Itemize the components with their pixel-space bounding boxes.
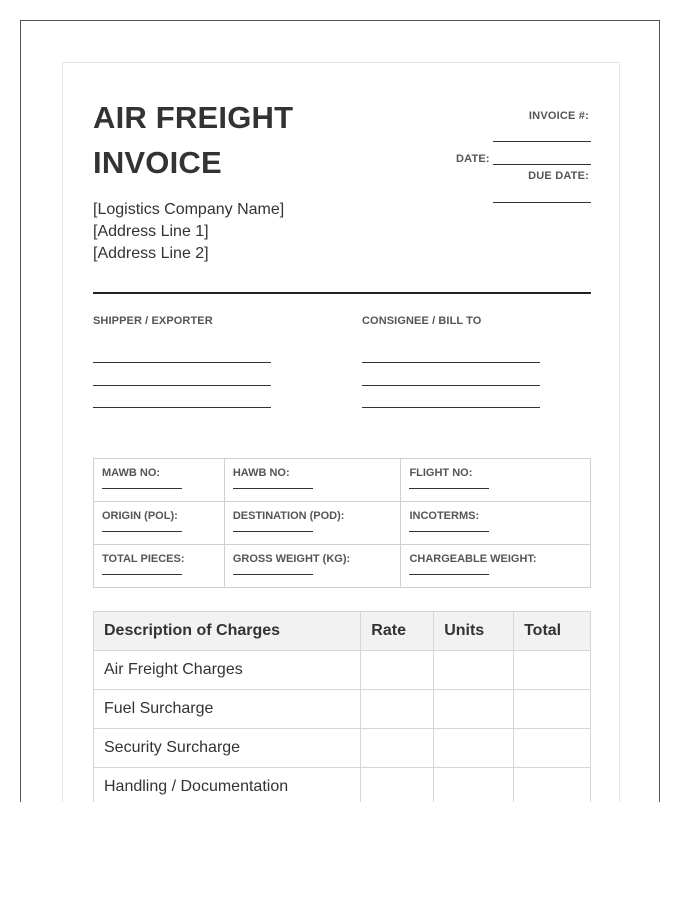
incoterms-field[interactable] — [409, 531, 489, 532]
destination-label: DESTINATION (POD): — [232, 510, 345, 522]
table-row — [94, 729, 591, 768]
consignee-line-3[interactable] — [362, 407, 540, 408]
hawb-label: HAWB NO: — [232, 467, 290, 479]
shipment-details-table — [93, 458, 591, 588]
origin-label: ORIGIN (POL): — [102, 510, 178, 522]
total-pieces-label: TOTAL PIECES: — [102, 553, 185, 565]
shipper-line-3[interactable] — [93, 407, 271, 408]
destination-field[interactable] — [233, 531, 313, 532]
due-date-label: DUE DATE: — [528, 170, 589, 182]
mawb-field[interactable] — [102, 488, 182, 489]
company-block — [93, 199, 284, 265]
charge-description: Fuel Surcharge — [94, 690, 361, 729]
gross-weight-cell — [224, 545, 401, 588]
hawb-field[interactable] — [233, 488, 313, 489]
shipment-row — [94, 545, 591, 588]
shipment-row — [94, 502, 591, 545]
charge-units[interactable] — [434, 651, 514, 690]
mawb-label: MAWB NO: — [102, 467, 161, 479]
charge-rate[interactable] — [361, 651, 434, 690]
invoice-number-label: INVOICE #: — [528, 110, 589, 122]
invoice-number-field[interactable] — [493, 141, 591, 142]
chargeable-weight-field[interactable] — [409, 574, 489, 575]
invoice-title — [93, 95, 293, 185]
origin-field[interactable] — [102, 531, 182, 532]
incoterms-label: INCOTERMS: — [409, 510, 480, 522]
table-row — [94, 651, 591, 690]
consignee-line-2[interactable] — [362, 385, 540, 386]
total-header: Total — [514, 612, 591, 651]
description-header: Description of Charges — [94, 612, 361, 651]
flight-cell — [401, 459, 591, 502]
company-address-line-2: [Address Line 2] — [93, 245, 209, 262]
charges-header-row — [94, 612, 591, 651]
hawb-cell — [224, 459, 401, 502]
page-frame — [20, 20, 660, 802]
charge-total[interactable] — [514, 729, 591, 768]
title-line-2: INVOICE — [93, 145, 222, 180]
company-address-line-1: [Address Line 1] — [93, 223, 209, 240]
date-field[interactable] — [493, 164, 591, 165]
charge-total[interactable] — [514, 651, 591, 690]
shipper-line-2[interactable] — [93, 385, 271, 386]
title-line-1: AIR FREIGHT — [93, 100, 294, 135]
flight-field[interactable] — [409, 488, 489, 489]
due-date-field[interactable] — [493, 202, 591, 203]
mawb-cell — [94, 459, 225, 502]
shipper-label: SHIPPER / EXPORTER — [93, 315, 213, 327]
charge-units[interactable] — [434, 729, 514, 768]
charge-units[interactable] — [434, 690, 514, 729]
charge-rate[interactable] — [361, 768, 434, 803]
charge-description: Air Freight Charges — [94, 651, 361, 690]
total-pieces-field[interactable] — [102, 574, 182, 575]
charge-total[interactable] — [514, 768, 591, 803]
table-row — [94, 768, 591, 803]
charges-table — [93, 611, 591, 802]
destination-cell — [224, 502, 401, 545]
total-pieces-cell — [94, 545, 225, 588]
header-divider — [93, 292, 591, 294]
consignee-label: CONSIGNEE / BILL TO — [362, 315, 482, 327]
chargeable-weight-cell — [401, 545, 591, 588]
charge-description: Security Surcharge — [94, 729, 361, 768]
shipment-row — [94, 459, 591, 502]
invoice-sheet — [62, 62, 620, 802]
gross-weight-field[interactable] — [233, 574, 313, 575]
consignee-line-1[interactable] — [362, 362, 540, 363]
charge-description: Handling / Documentation — [94, 768, 361, 803]
date-label: DATE: — [456, 153, 490, 165]
origin-cell — [94, 502, 225, 545]
charge-total[interactable] — [514, 690, 591, 729]
chargeable-weight-label: CHARGEABLE WEIGHT: — [409, 553, 537, 565]
table-row — [94, 690, 591, 729]
gross-weight-label: GROSS WEIGHT (KG): — [232, 553, 351, 565]
rate-header: Rate — [361, 612, 434, 651]
company-name: [Logistics Company Name] — [93, 201, 285, 218]
incoterms-cell — [401, 502, 591, 545]
units-header: Units — [434, 612, 514, 651]
shipper-line-1[interactable] — [93, 362, 271, 363]
flight-label: FLIGHT NO: — [409, 467, 473, 479]
charge-rate[interactable] — [361, 690, 434, 729]
charge-units[interactable] — [434, 768, 514, 803]
charge-rate[interactable] — [361, 729, 434, 768]
